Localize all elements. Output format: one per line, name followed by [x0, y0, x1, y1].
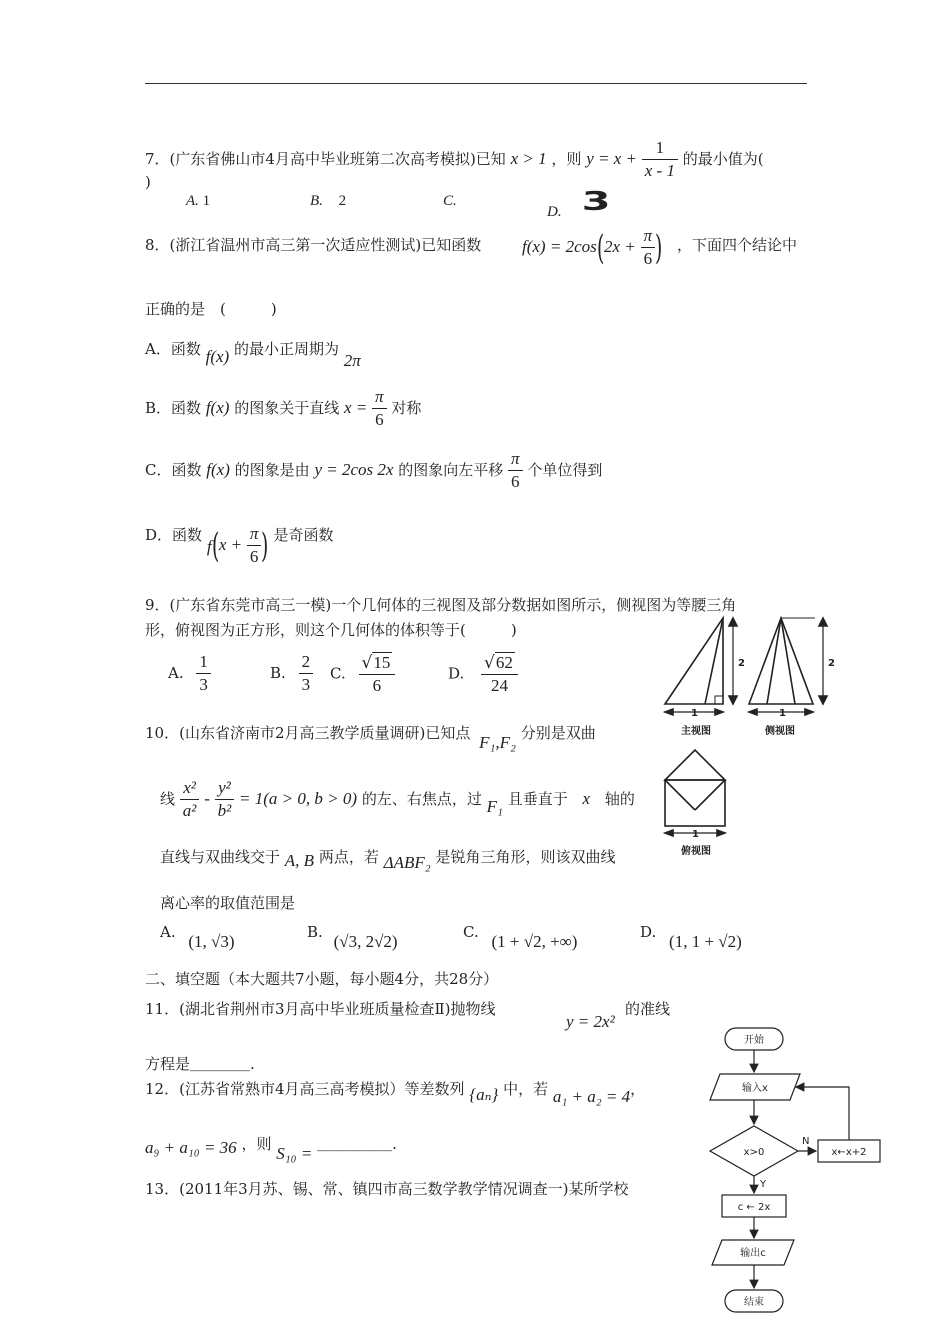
q9-option-a	[168, 652, 211, 696]
q8-d-f: f	[206, 536, 212, 556]
q8-b-post: 的图象关于直线	[234, 398, 340, 417]
q11-equation: y = 2x²	[566, 1012, 615, 1031]
q8-c-tail: 个单位得到	[527, 460, 603, 479]
q10-tail1: 分别是双曲	[520, 724, 596, 742]
q8-c-eq: y = 2cos 2x	[314, 459, 394, 479]
q8-tail: ，下面四个结论中	[677, 236, 798, 254]
q10-line2-mid: 的左、右焦点，过	[361, 789, 482, 808]
q9-d-den: 24	[490, 676, 508, 696]
q10-b2: b²	[217, 801, 232, 821]
q10-c-label: C.	[463, 923, 479, 941]
front-width-label: 1	[691, 708, 698, 719]
q10-option-c	[463, 922, 578, 951]
q10-a-value: (1, √3)	[188, 932, 235, 951]
q7-option-b-label: B.	[310, 193, 323, 209]
q10-line2-post: 且垂直于	[507, 789, 568, 808]
q10-d-value: (1, 1 + √2)	[669, 932, 742, 951]
q9-line2: 形，俯视图为正方形，则这个几何体的体积等于( )	[145, 621, 517, 639]
q12-line2	[145, 1133, 397, 1163]
q7-option-d-value: 3	[581, 187, 611, 217]
flow-update-label: x←x+2	[831, 1147, 867, 1158]
q9-c-frac: $\frac{√15}{6}$	[359, 652, 396, 697]
side-view-caption: 侧视图	[765, 726, 795, 737]
q7-stem: 7．(广东省佛山市4月高中毕业班第二次高考模拟)已知	[145, 149, 506, 168]
q8-function	[522, 226, 662, 270]
q8-line2: 正确的是 ( )	[145, 300, 277, 318]
q12-mid: 中，若	[503, 1080, 549, 1098]
front-height-label: 2	[738, 658, 745, 669]
q12-comma: ，	[630, 1080, 646, 1098]
q8-d-right-paren: )	[261, 525, 269, 566]
q8-c-f: f(x)	[206, 459, 230, 479]
q8-c-pi: π	[508, 449, 523, 471]
q8-b-six: 6	[375, 410, 384, 430]
q8-pi-fraction	[641, 226, 656, 270]
q13-stem: 13．(2011年3月苏、锡、常、镇四市高三数学教学情况调查一)某所学校	[145, 1180, 629, 1198]
q10-xaxis: x	[582, 788, 591, 808]
q9-option-c	[330, 652, 395, 697]
flow-start-label: 开始	[744, 1035, 764, 1046]
q10-d-label: D.	[640, 923, 657, 941]
q9-a-num: 1	[196, 652, 211, 674]
q12-eq2: a₉ + a₁₀ = 36	[145, 1138, 237, 1157]
q10-line2	[160, 778, 635, 822]
q7-option-a-label: A.	[186, 193, 199, 209]
q10-c-value: (1 + √2, +∞)	[491, 932, 578, 951]
q8-d-tail: 是奇函数	[273, 525, 334, 544]
q8-d-fraction	[247, 524, 262, 568]
q10-line2-end: 轴的	[604, 789, 635, 808]
q8-c-six: 6	[511, 472, 520, 492]
section-heading: 二、填空题（本大题共7小题，每小题4分，共28分）	[145, 970, 499, 988]
q10-AB: A, B	[284, 851, 315, 870]
front-view-caption: 主视图	[681, 726, 711, 737]
q10-b-label: B.	[307, 923, 323, 941]
q9-a-frac	[196, 652, 211, 696]
q9-c-label: C.	[330, 664, 346, 683]
q10-y-frac	[215, 778, 235, 822]
q10-line1	[145, 722, 596, 752]
q9-b-den: 3	[301, 675, 311, 695]
front-view	[665, 618, 737, 715]
flow-assign-label: c ← 2x	[737, 1202, 771, 1213]
q10-F1: F₁	[486, 796, 503, 816]
q8-a-val: 2π	[343, 351, 361, 370]
q7-mid: ，则	[551, 149, 582, 168]
q8-c-post: 的图象是由	[234, 460, 310, 479]
q8-option-c	[145, 449, 602, 493]
q9-b-num: 2	[299, 652, 314, 674]
q9-d-frac: $\frac{√62}{24}$	[481, 652, 518, 697]
q7-frac-den: x - 1	[644, 161, 675, 181]
q11-line2: 方程是＿＿＿＿.	[145, 1055, 255, 1073]
flow-yes-label: Y	[760, 1179, 767, 1190]
q12-line1	[145, 1078, 646, 1106]
q12-seq: {aₙ}	[469, 1085, 499, 1104]
q12-S: S₁₀ =	[276, 1144, 313, 1163]
side-width-label: 1	[779, 708, 786, 719]
top-width-label: 1	[692, 829, 699, 840]
side-height-label: 2	[828, 658, 835, 669]
flow-no-label: N	[802, 1136, 810, 1147]
q10-a-label: A.	[160, 923, 176, 941]
q12-eq1: a₁ + a₂ = 4	[552, 1087, 631, 1106]
q8-b-fraction	[372, 387, 387, 431]
q8-a-post: 的最小正周期为	[234, 340, 340, 358]
q8-b-eq: x =	[343, 397, 368, 417]
q7-option-c-label: C.	[443, 193, 457, 209]
q8-option-b	[145, 387, 421, 431]
q8-b-f: f(x)	[205, 397, 230, 417]
q7-lhs: y = x +	[586, 148, 637, 168]
q7-fraction	[642, 138, 678, 182]
q8-d-pre: D．函数	[145, 525, 203, 544]
q11-tail: 的准线	[625, 1000, 671, 1018]
q8-pi: π	[641, 226, 656, 248]
flow-input-label: 输入x	[742, 1083, 768, 1094]
q10-b-value: (√3, 2√2)	[333, 932, 398, 951]
q9-b-label: B.	[270, 663, 286, 682]
q12-stem: 12．(江苏省常熟市4月高三高考模拟）等差数列	[145, 1080, 465, 1098]
q12-end: .	[392, 1135, 397, 1153]
q8-b-pre: B．函数	[145, 398, 202, 417]
q10-points: F₁,F₂	[479, 733, 516, 752]
q9-d-num: 62	[495, 653, 513, 672]
q8-c-mid: 的图象向左平移	[398, 460, 504, 479]
flow-end-label: 结束	[744, 1297, 764, 1308]
q7-option-d-label: D.	[547, 204, 562, 220]
q10-line3	[160, 846, 616, 872]
q9-b-frac	[299, 652, 314, 696]
q8-d-inner: x +	[218, 534, 243, 554]
q9-option-b	[270, 652, 313, 696]
q12-then: ，则	[241, 1135, 272, 1153]
q9-d-label: D.	[448, 664, 465, 683]
three-view-figure	[655, 612, 840, 862]
q10-triangle: ΔABF₂	[383, 853, 431, 872]
q7-option-a-value: 1	[202, 193, 211, 209]
q8-a-f: f(x)	[205, 347, 230, 366]
q8-func: f(x) = 2cos	[522, 236, 597, 256]
q7-frac-num: 1	[642, 138, 678, 160]
q10-a2: a²	[182, 801, 197, 821]
q8-d-six: 6	[249, 547, 259, 567]
q7-tail: 的最小值为(	[682, 149, 764, 168]
q9-a-den: 3	[199, 675, 208, 695]
q12-blank: ＿＿＿＿＿	[317, 1135, 393, 1153]
q8-left-paren: (	[596, 227, 605, 268]
q8-stem: 8．(浙江省温州市高三第一次适应性测试)已知函数	[145, 236, 482, 254]
q10-x-frac	[180, 778, 200, 822]
q10-minus: -	[204, 788, 210, 808]
question-7	[145, 138, 764, 182]
q8-a-pre: A．函数	[145, 340, 201, 358]
q7-condition: x > 1	[510, 148, 547, 168]
q10-cond: = 1(a > 0, b > 0)	[239, 788, 358, 808]
flowchart	[690, 1020, 890, 1320]
q7-option-b-value: 2	[338, 193, 347, 209]
q8-inner: 2x +	[604, 236, 636, 256]
header-rule	[145, 83, 807, 84]
top-view-caption: 俯视图	[681, 846, 711, 857]
q8-right-paren: )	[655, 227, 663, 268]
q9-line1: 9．(广东省东莞市高三一模)一个几何体的三视图及部分数据如图所示，侧视图为等腰三角	[145, 596, 737, 614]
q10-line4: 离心率的取值范围是	[160, 894, 296, 912]
q10-line2-pre: 线	[160, 789, 176, 808]
q8-c-pre: C．函数	[145, 460, 202, 479]
q8-b-tail: 对称	[391, 398, 422, 417]
q10-line3-mid: 两点，若	[318, 848, 379, 866]
q7-close-paren: )	[145, 173, 151, 191]
q11-stem: 11．(湖北省荆州市3月高中毕业班质量检查Ⅱ)抛物线	[145, 1000, 496, 1018]
q10-option-a	[160, 922, 235, 951]
side-view	[749, 618, 827, 715]
question-8-stem	[145, 234, 481, 255]
q7-option-b	[310, 193, 346, 210]
q7-option-d	[547, 187, 611, 223]
top-view	[665, 750, 725, 836]
q8-d-left-paren: (	[211, 525, 219, 566]
q8-option-a	[145, 338, 361, 370]
q8-six: 6	[643, 249, 653, 269]
q10-line3-post: 是锐角三角形，则该双曲线	[435, 848, 616, 866]
q10-stem: 10．(山东省济南市2月高三教学质量调研)已知点	[145, 724, 471, 742]
q8-c-fraction	[508, 449, 523, 493]
q10-option-b	[307, 922, 398, 951]
flow-output-label: 输出c	[740, 1248, 766, 1259]
q9-c-num: 15	[373, 653, 391, 672]
q9-option-d	[448, 652, 518, 697]
q7-option-a	[186, 193, 210, 210]
q10-option-d	[640, 922, 742, 951]
q10-x2: x²	[180, 778, 200, 800]
q10-line3-pre: 直线与双曲线交于	[160, 848, 281, 866]
q8-b-pi: π	[372, 387, 387, 409]
q9-a-label: A.	[168, 663, 184, 682]
q7-option-c	[443, 193, 457, 210]
flow-condition-label: x>0	[743, 1147, 765, 1158]
q8-d-pi: π	[247, 524, 262, 546]
q8-option-d	[145, 514, 334, 567]
q9-c-den: 6	[372, 676, 382, 696]
q10-y2: y²	[215, 778, 235, 800]
